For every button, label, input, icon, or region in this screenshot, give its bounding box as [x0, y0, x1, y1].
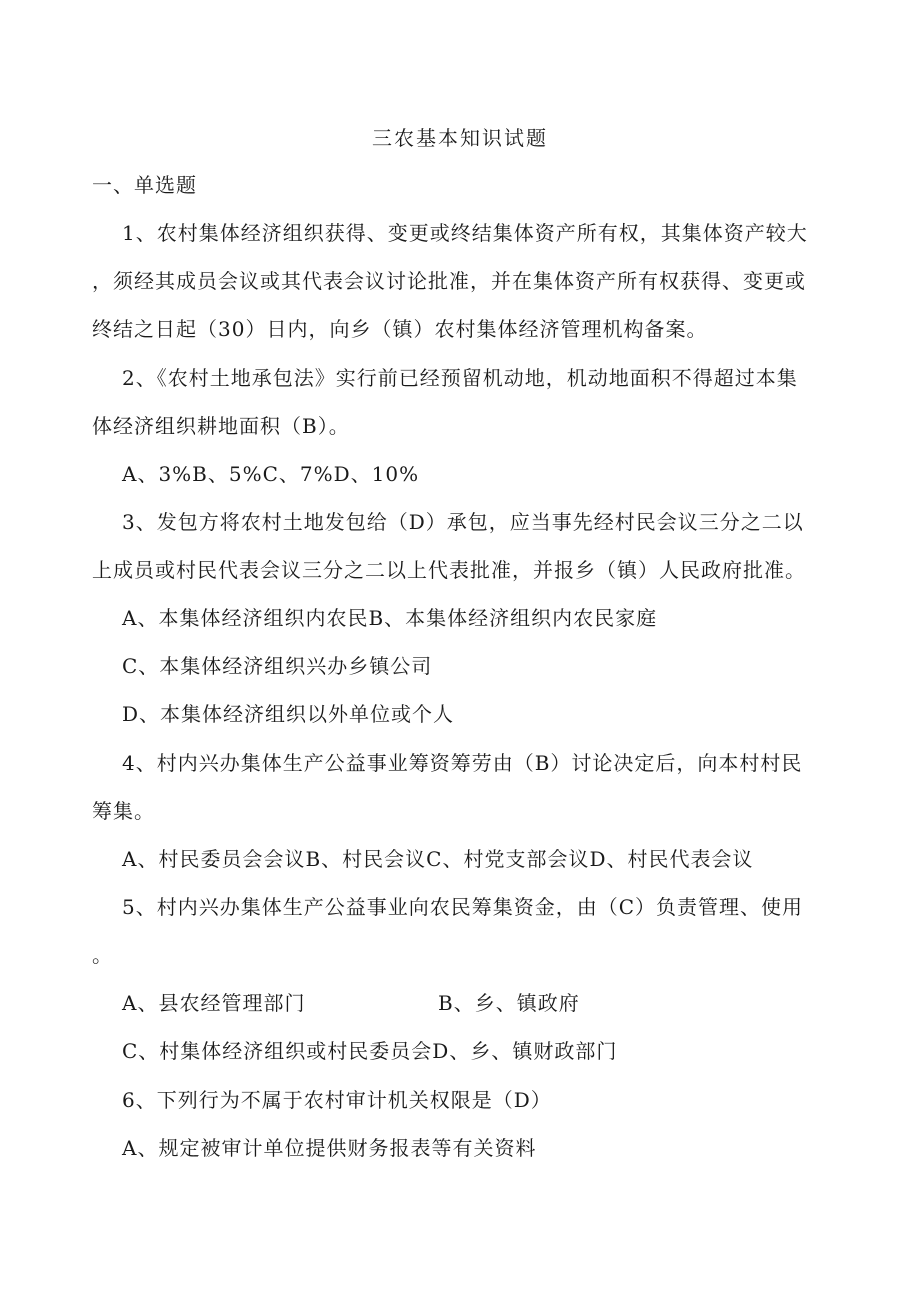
- question-3-option-c: C、本集体经济组织兴办乡镇公司: [122, 654, 433, 678]
- question-3-options-ab: A、本集体经济组织内农民B、本集体经济组织内农民家庭: [122, 606, 658, 630]
- question-1-line-2: ，须经其成员会议或其代表会议讨论批准，并在集体资产所有权获得、变更或: [92, 269, 806, 293]
- question-5-options-cd: C、村集体经济组织或村民委员会D、乡、镇财政部门: [122, 1039, 618, 1063]
- question-4-line-1: 4、村内兴办集体生产公益事业筹资筹劳由（B）讨论决定后，向本村村民: [122, 751, 803, 775]
- question-2-line-2: 体经济组织耕地面积（B）。: [92, 414, 350, 438]
- question-1-line-3: 终结之日起（30）日内，向乡（镇）农村集体经济管理机构备案。: [92, 317, 708, 341]
- question-5-line-1: 5、村内兴办集体生产公益事业向农民筹集资金，由（C）负责管理、使用: [122, 895, 804, 919]
- section-heading: 一、单选题: [92, 173, 197, 197]
- question-4-line-2: 筹集。: [92, 799, 155, 823]
- question-2-line-1: 2、《农村土地承包法》实行前已经预留机动地，机动地面积不得超过本集: [122, 366, 798, 390]
- question-2-options: A、3%B、5%C、7%D、10%: [122, 462, 420, 486]
- question-5-options-ab: [122, 990, 862, 1016]
- document-title: 三农基本知识试题: [372, 126, 548, 150]
- question-3-line-1: 3、发包方将农村土地发包给（D）承包，应当事先经村民会议三分之二以: [122, 510, 804, 534]
- question-1-line-1: 1、农村集体经济组织获得、变更或终结集体资产所有权，其集体资产较大: [122, 221, 808, 245]
- question-3-line-2: 上成员或村民代表会议三分之二以上代表批准，并报乡（镇）人民政府批准。: [92, 558, 806, 582]
- question-4-options: A、村民委员会会议B、村民会议C、村党支部会议D、村民代表会议: [122, 847, 754, 871]
- question-5-option-b: B、乡、镇政府: [438, 991, 580, 1015]
- question-5-line-2: 。: [92, 943, 113, 967]
- question-6-option-a: A、规定被审计单位提供财务报表等有关资料: [122, 1136, 537, 1160]
- question-5-option-a: A、县农经管理部门: [122, 991, 306, 1015]
- question-6-line-1: 6、下列行为不属于农村审计机关权限是（D）: [122, 1088, 552, 1112]
- question-3-option-d: D、本集体经济组织以外单位或个人: [122, 702, 455, 726]
